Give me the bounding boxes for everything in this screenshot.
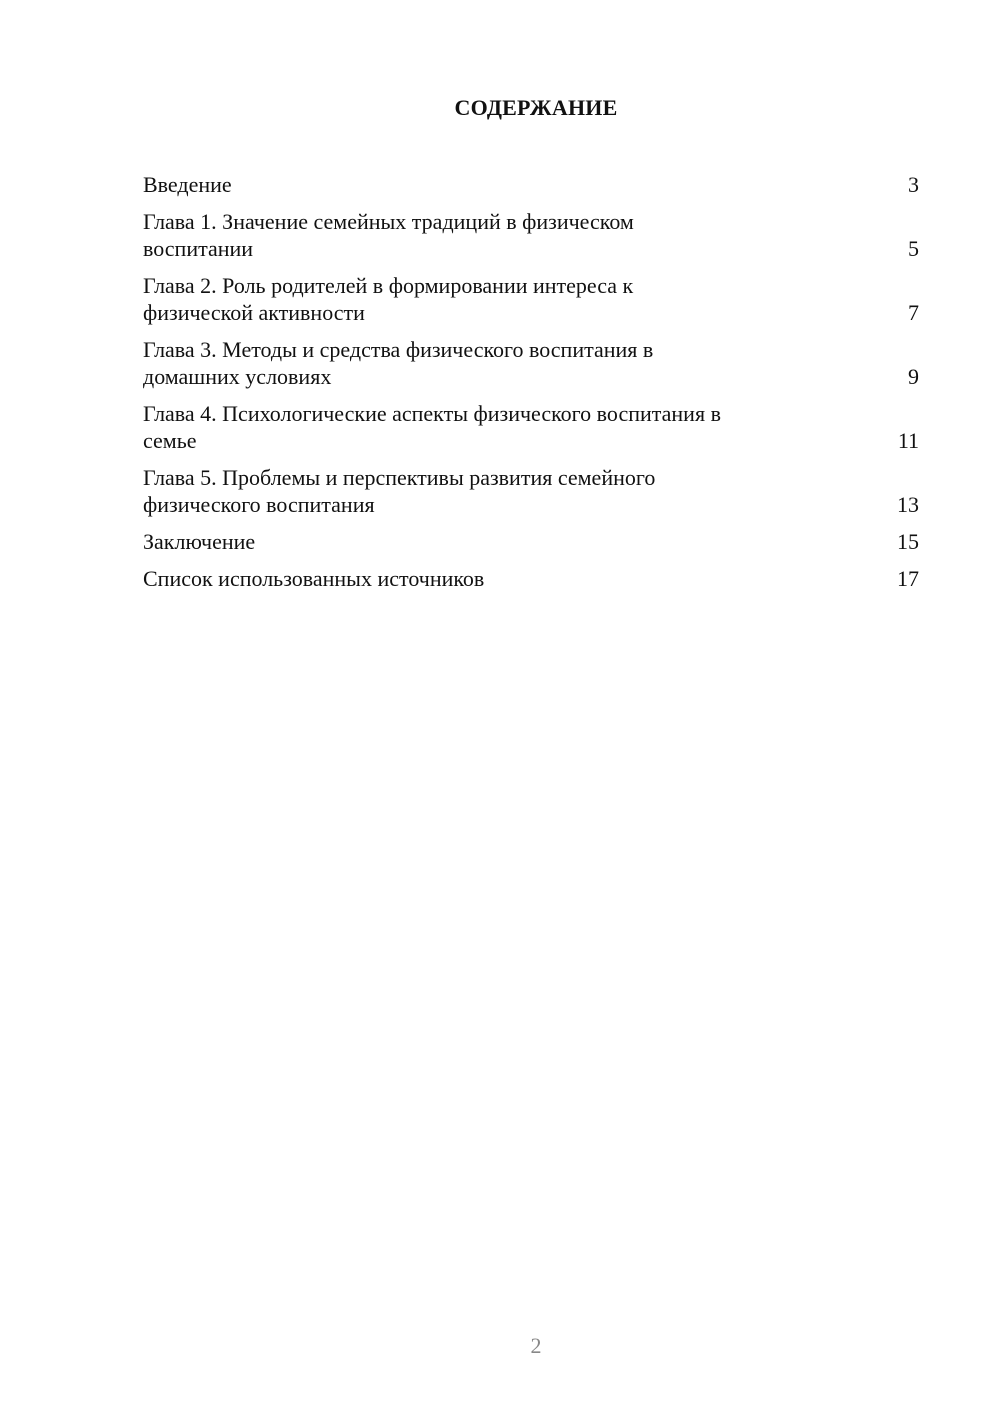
toc-entry-introduction[interactable] bbox=[143, 171, 919, 198]
toc-entry-references[interactable] bbox=[143, 565, 919, 592]
toc-entry-page: 9 bbox=[908, 364, 919, 389]
toc-entry-chapter-3[interactable] bbox=[143, 336, 919, 390]
toc-entry-text bbox=[143, 528, 255, 555]
page-number: 2 bbox=[530, 1333, 542, 1358]
toc-entry-line: Глава 2. Роль родителей в формировании интереса к bbox=[143, 273, 634, 298]
toc-entry-text bbox=[143, 171, 232, 198]
toc-entry-line: физической активности bbox=[143, 300, 365, 325]
toc-entry-chapter-5[interactable] bbox=[143, 464, 919, 518]
toc-entry-line: Введение bbox=[143, 172, 232, 197]
toc-entry-line: Глава 3. Методы и средства физического воспитания в bbox=[143, 337, 654, 362]
toc-entry-chapter-2[interactable] bbox=[143, 272, 919, 326]
toc-entry-page: 3 bbox=[908, 172, 919, 197]
toc-entry-page: 13 bbox=[897, 492, 919, 517]
toc-entry-text bbox=[143, 336, 653, 390]
toc-entry-text bbox=[143, 400, 721, 454]
toc-entry-line: воспитании bbox=[143, 236, 254, 261]
toc-entry-page: 5 bbox=[908, 236, 919, 261]
toc-entry-conclusion[interactable] bbox=[143, 528, 919, 555]
toc-entry-page: 11 bbox=[897, 428, 919, 453]
toc-entry-page: 7 bbox=[908, 300, 919, 325]
toc-entry-line: Заключение bbox=[143, 529, 256, 554]
toc-entry-text bbox=[143, 464, 655, 518]
toc-entry-line: Глава 1. Значение семейных традиций в физическом bbox=[143, 209, 634, 234]
toc-entry-line: семье bbox=[143, 428, 197, 453]
toc-title: СОДЕРЖАНИЕ bbox=[454, 95, 618, 120]
toc-entry-text bbox=[143, 208, 634, 262]
toc-entry-text bbox=[143, 565, 484, 592]
toc-entry-chapter-1[interactable] bbox=[143, 208, 919, 262]
toc-entry-line: Глава 5. Проблемы и перспективы развития семейного bbox=[143, 465, 656, 490]
toc-entry-page: 17 bbox=[897, 566, 919, 591]
toc-entry-text bbox=[143, 272, 633, 326]
toc-entry-chapter-4[interactable] bbox=[143, 400, 919, 454]
toc-entry-line: домашних условиях bbox=[143, 364, 332, 389]
toc-entry-line: физического воспитания bbox=[143, 492, 375, 517]
toc-entry-line: Глава 4. Психологические аспекты физического воспитания в bbox=[143, 401, 721, 426]
toc-entry-line: Список использованных источников bbox=[143, 566, 485, 591]
table-of-contents bbox=[143, 171, 919, 602]
toc-entry-page: 15 bbox=[897, 529, 919, 554]
